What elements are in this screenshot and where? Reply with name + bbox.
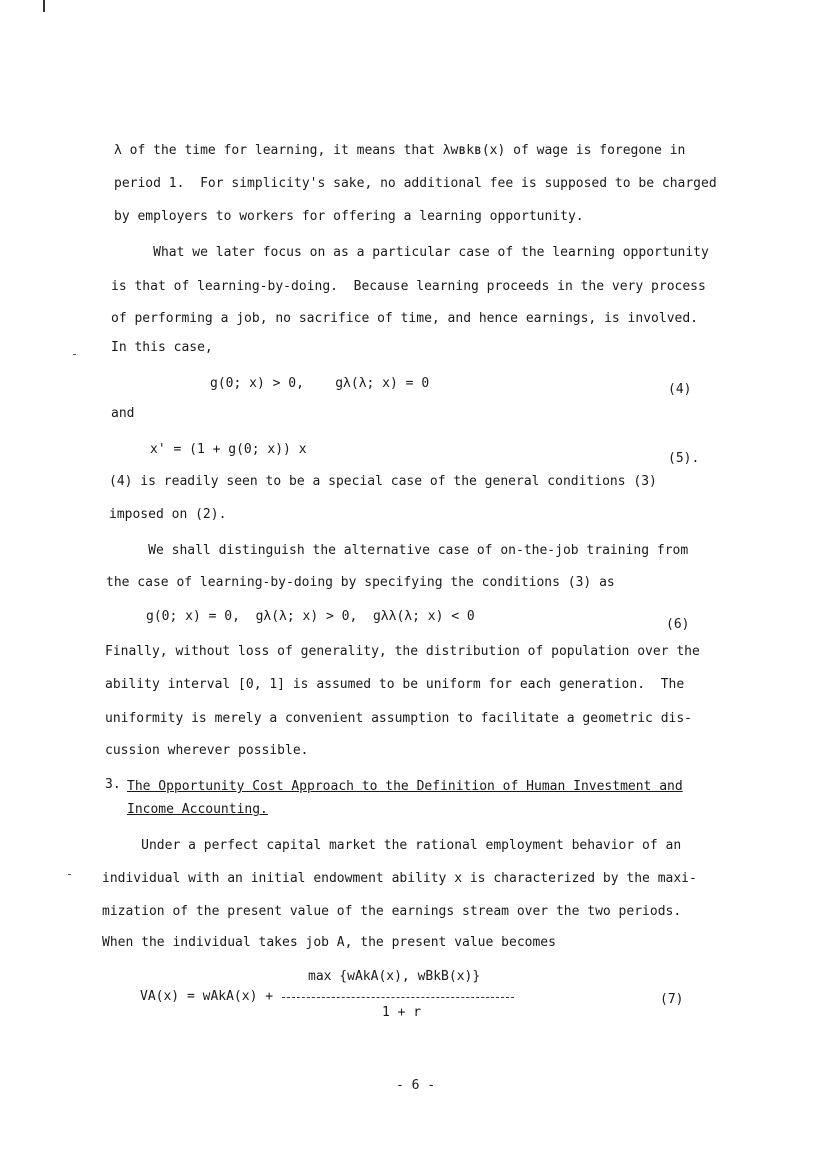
text-line: (4) is readily seen to be a special case of the general conditions (3) bbox=[109, 474, 657, 489]
text-line: cussion wherever possible. bbox=[105, 743, 309, 758]
text-line: is that of learning-by-doing. Because learning proceeds in the very process bbox=[111, 279, 706, 294]
text-line: Under a perfect capital market the rational employment behavior of an bbox=[102, 838, 682, 853]
text-line: In this case, bbox=[111, 340, 213, 355]
text-line: period 1. For simplicity's sake, no additional fee is supposed to be charged bbox=[114, 176, 717, 191]
section-title-line: Income Accounting. bbox=[127, 802, 268, 817]
scan-mark bbox=[43, 0, 45, 12]
text-line: by employers to workers for offering a learning opportunity. bbox=[114, 209, 584, 224]
equation-number: (4) bbox=[668, 382, 692, 397]
text-line: imposed on (2). bbox=[109, 507, 227, 522]
section-number: 3. bbox=[105, 777, 121, 792]
text-line: When the individual takes job A, the present value becomes bbox=[102, 935, 556, 950]
equation-7-lhs: VA(x) = wAkA(x) + bbox=[140, 989, 274, 1004]
text-line: What we later focus on as a particular case of the learning opportunity bbox=[114, 245, 709, 260]
text-line: We shall distinguish the alternative case of on-the-job training from bbox=[109, 543, 689, 558]
text-line: uniformity is merely a convenient assumption to facilitate a geometric dis- bbox=[105, 711, 692, 726]
section-title-line: The Opportunity Cost Approach to the Definition of Human Investment and bbox=[127, 779, 683, 794]
text-line: Finally, without loss of generality, the distribution of population over the bbox=[105, 644, 700, 659]
equation-number: (6) bbox=[666, 617, 690, 632]
margin-mark bbox=[68, 874, 71, 875]
equation-7-numerator: max {wAkA(x), wBkB(x)} bbox=[308, 969, 481, 984]
equation-6: g(0; x) = 0, gλ(λ; x) > 0, gλλ(λ; x) < 0 bbox=[146, 609, 475, 624]
page-number: - 6 - bbox=[396, 1078, 436, 1093]
text-line: of performing a job, no sacrifice of time, and hence earnings, is involved. bbox=[111, 311, 698, 326]
fraction-bar bbox=[282, 997, 514, 998]
equation-5: x' = (1 + g(0; x)) x bbox=[150, 442, 307, 457]
text-line: λ of the time for learning, it means that λwʙkʙ(x) of wage is foregone in bbox=[114, 143, 686, 158]
equation-7-denominator: 1 + r bbox=[382, 1005, 422, 1020]
text-line: individual with an initial endowment ability x is characterized by the maxi- bbox=[102, 871, 697, 886]
text-line: the case of learning-by-doing by specifying the conditions (3) as bbox=[106, 575, 615, 590]
equation-number: (5). bbox=[668, 451, 700, 466]
margin-mark bbox=[73, 354, 76, 355]
text-line: mization of the present value of the earnings stream over the two periods. bbox=[102, 904, 682, 919]
equation-number: (7) bbox=[660, 992, 684, 1007]
text-line: ability interval [0, 1] is assumed to be uniform for each generation. The bbox=[105, 677, 685, 692]
equation-4: g(0; x) > 0, gλ(λ; x) = 0 bbox=[210, 376, 430, 391]
text-line: and bbox=[111, 406, 135, 421]
